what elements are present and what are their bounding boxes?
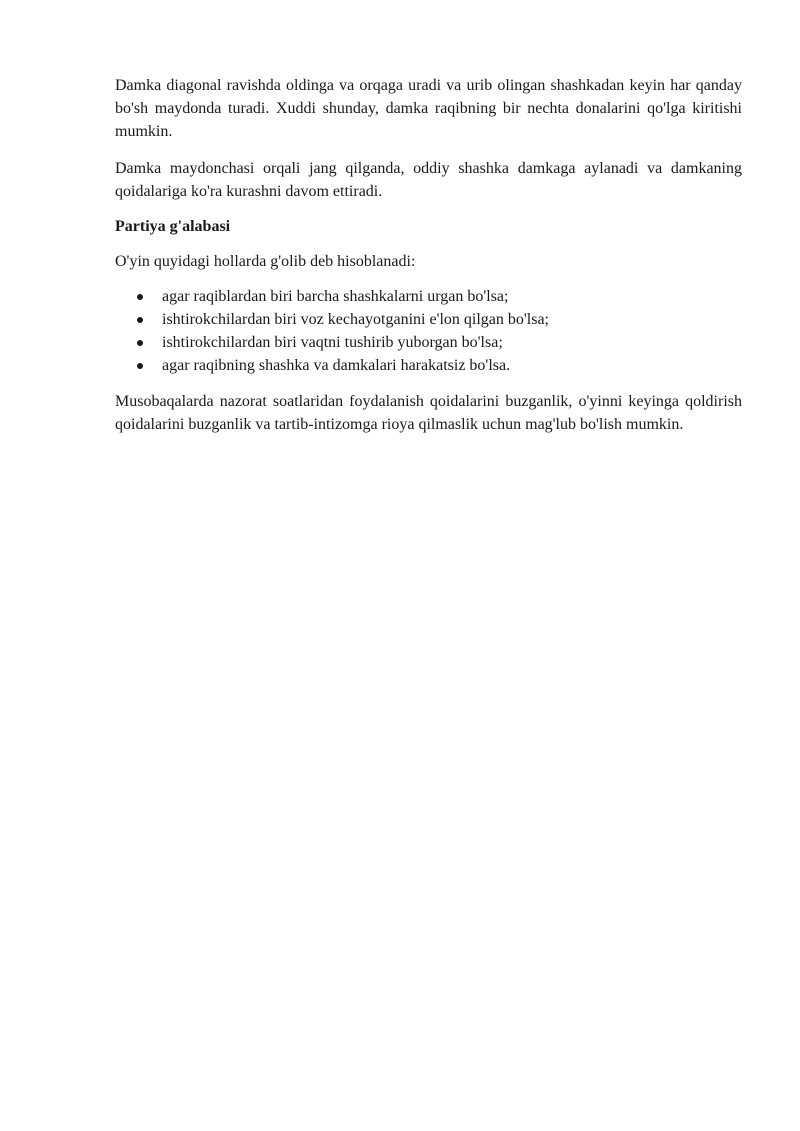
win-conditions-list: [115, 285, 742, 377]
list-item-text: agar raqiblardan biri barcha shashkalarni urgan bo'lsa;: [162, 288, 509, 305]
bullet-icon: [137, 294, 143, 300]
list-item: [115, 354, 742, 377]
section-heading: Partiya g'alabasi: [115, 218, 231, 235]
bullet-icon: [137, 340, 143, 346]
paragraph-damka-promotion: Damka maydonchasi orqali jang qilganda, oddiy shashka damkaga aylanadi va damkaning qoidalariga ko'ra kurashni davom ettiradi.: [115, 160, 742, 200]
document-page: [115, 74, 742, 436]
paragraph-damka-movement: Damka diagonal ravishda oldinga va orqaga uradi va urib olingan shashkadan keyin har qanday bo'sh maydonda turadi. Xuddi shunday, damka raqibning bir nechta donalarini qo'lga kiritishi mumkin.: [115, 77, 742, 140]
list-item: [115, 285, 742, 308]
bullet-icon: [137, 317, 143, 323]
list-item: [115, 308, 742, 331]
paragraph-loss-conditions: Musobaqalarda nazorat soatlaridan foydalanish qoidalarini buzganlik, o'yinni keyinga qoldirish qoidalarini buzganlik va tartib-intizomga rioya qilmaslik uchun mag'lub bo'lish mumkin.: [115, 393, 742, 433]
section-intro: O'yin quyidagi hollarda g'olib deb hisoblanadi:: [115, 253, 416, 270]
list-item-text: ishtirokchilardan biri vaqtni tushirib yuborgan bo'lsa;: [162, 334, 503, 351]
list-item: [115, 331, 742, 354]
bullet-icon: [137, 363, 143, 369]
list-item-text: ishtirokchilardan biri voz kechayotganini e'lon qilgan bo'lsa;: [162, 311, 549, 328]
list-item-text: agar raqibning shashka va damkalari harakatsiz bo'lsa.: [162, 357, 511, 374]
